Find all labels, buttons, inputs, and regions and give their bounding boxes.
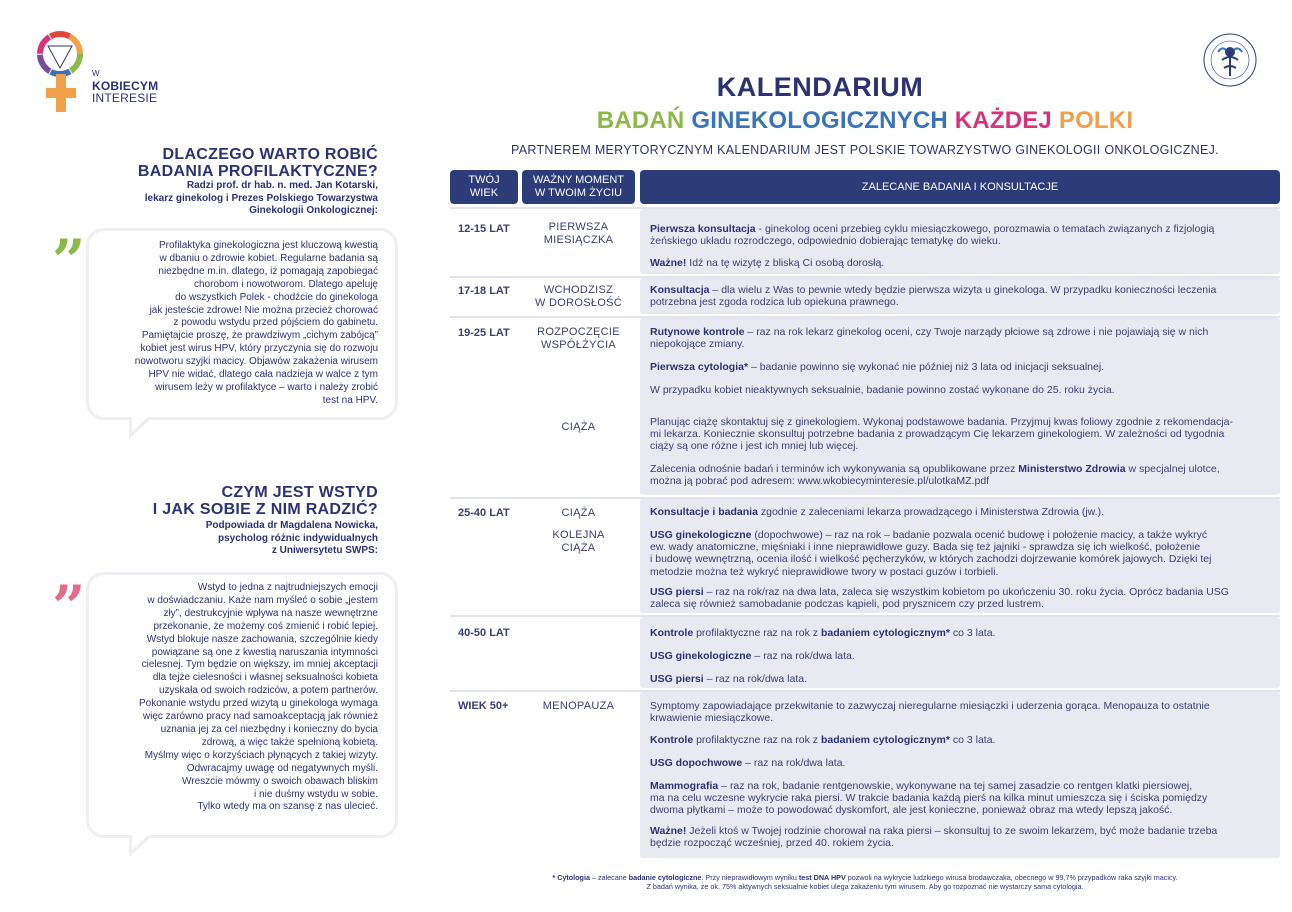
quote-line: powiązane są one z kwestią naruszania intymności [151,646,378,658]
moment-cell [522,529,635,555]
recommendation-paragraph [650,780,1275,817]
para-text: profilaktyczne raz na rok z [693,734,821,746]
para-text: co 3 lata. [949,627,996,639]
para-bold: USG piersi [650,586,704,598]
age-cell: WIEK 50+ [458,700,509,712]
quote-line: Wstyd blokuje nasze zachowania, szczególnie kiedy [146,633,378,645]
para-text: Zalecenia odnośnie badań i terminów ich wykonywania są opublikowane przez [650,463,1019,475]
q2-title [153,484,378,518]
column-header-moment [522,170,635,204]
para-bold: Kontrole [650,627,694,639]
quote-line: zły”, destrukcyjnie wpływa na nasze wewnętrzne [163,607,378,619]
logo-line-1: W [92,69,100,78]
moment-line: MIESIĄCZKA [543,234,614,246]
quote-line: uznania jej za cel niezbędny i konieczny do bycia [160,723,378,735]
page-subtitle [560,107,1170,135]
q1-author-line-3: Ginekologii Onkologicznej: [249,205,378,216]
footnote-bold: badanie cytologiczne [628,873,702,882]
partner-line: PARTNEREM MERYTORYCZNYM KALENDARIUM JEST POLSKIE TOWARZYSTWO GINEKOLOGII ONKOLOGICZNEJ. [511,143,1219,157]
para-bold: badaniem cytologicznym* [820,627,950,639]
para-text: (dopochwowe) – raz na rok – badanie pozwala ocenić budowę i położenie macicy, a także wykryć [751,529,1208,541]
recommendation-paragraph [650,757,1275,769]
moment-cell [522,284,635,310]
q1-title [138,146,378,180]
para-bold: Kontrole [650,734,694,746]
para-bold: USG dopochwowe [650,757,743,769]
para-text: – raz na rok/raz na dwa lata, zaleca się wszystkim kobietom po ukończeniu 30. roku życia. Oprócz badania USG [703,586,1229,598]
quote-line: uzyskała od swoich rodziców, a potem partnerów. [159,685,378,697]
moment-line: W DOROSŁOŚĆ [534,297,623,309]
age-cell: 12-15 LAT [458,223,510,235]
quote-line: test na HPV. [322,394,378,406]
para-text: potrzebna jest zgoda rodzica lub opiekuna prawnego. [650,296,899,309]
para-bold: Konsultacja [650,284,710,296]
para-text: – dla wielu z Was to pewnie wtedy będzie pierwsza wizyta u ginekologa. W przypadku konieczności leczenia [709,284,1217,296]
recommendation-paragraph [650,650,1275,662]
quote-line: cielesnej. Tym będzie on większy, im mniej akceptacji [141,659,378,671]
para-bold: Ministerstwo Zdrowia [1018,463,1126,475]
q2-author-line-1: Podpowiada dr Magdalena Nowicka, [205,520,378,531]
para-text: Planując ciążę skontaktuj się z ginekologiem. Wykonaj podstawowe badania. Przyjmuj kwas foliowy zgodnie z rekomendacja- [650,416,1233,428]
moment-line: WCHODZISZ [543,284,614,296]
q1-author-line-2: lekarz ginekolog i Prezes Polskiego Towarzystwa [144,192,378,204]
col-age-line-1: TWÓJ [468,174,500,186]
quote-line: w dbaniu o zdrowie kobiet. Regularne badania są [159,252,378,264]
subtitle-word-polki: POLKI [1058,107,1134,134]
quote-line: przekonanie, że możemy coś zmienić i robić lepiej. [153,620,378,632]
para-text: Symptomy zapowiadające przekwitanie to zazwyczaj nieregularne miesiączki i uderzenia gorąca. Menopauza to ostatnie [650,700,1210,712]
footnote-text: pozwoli na wykrycie ludzkiego wirusa brodawczaka, obecnego w 99,7% przypadków raka szyjki macicy. [845,873,1178,882]
footnote-line-2: Z badań wynika, że ok. 75% aktywnych seksualnie kobiet ulega zakażeniu tym wirusem. Aby go rozpoznać nie wystarczy sama cytologia. [646,882,1084,891]
para-text: mi lekarza. Koniecznie skonsultuj potrzebne badania z prowadzącym Cię lekarzem ginekologiem. W zależności od tygodnia [650,428,1225,441]
column-header-age [450,170,518,204]
recommendation-paragraph [650,673,1275,685]
para-text: metodzie można też wykryć nieprawidłowe twory w postaci guzów i torbieli. [650,565,999,578]
quote-line: jak jesteście zdrowe! Nie można przecież chorować [149,304,378,316]
q2-author [206,520,378,558]
moment-cell: CIĄŻA [561,421,596,433]
age-cell: 25-40 LAT [458,507,510,519]
quote-line: niezbędne m.in. dlatego, iż pomagają zapobiegać [158,265,378,277]
recommendation-paragraph [650,463,1275,487]
logo-line-2: KOBIECYM [92,79,159,93]
recommendation-paragraph [650,627,1275,639]
q2-author-line-2: psycholog różnic indywidualnych [217,532,378,544]
q2-quote-icon: ” [52,573,86,641]
footnote-bold: * Cytologia [552,873,590,882]
para-bold: badaniem cytologicznym* [820,734,950,746]
para-text: – raz na rok/dwa lata. [742,757,846,769]
para-text: krwawienie miesiączkowe. [650,712,774,725]
q1-title-line-1: DLACZEGO WARTO ROBIĆ [162,146,378,163]
moment-line: ROZPOCZĘCIE [537,326,620,338]
para-bold: USG piersi [650,673,704,685]
quote-line: do wszystkich Polek - chodźcie do ginekologa [175,291,378,303]
para-text: ma na celu wczesne wykrycie raka piersi. W trakcie badania każdą pierś na kilka minut umieszcza się i ściska pomiędzy [650,792,1208,805]
moment-cell [522,221,635,247]
para-text: ciąży są one różne i jest ich mniej lub więcej. [650,440,859,453]
footnote-text: . Przy nieprawidłowym wyniku [701,873,799,882]
para-text: dwoma płytkami – może to powodować dyskomfort, ale jest konieczne, ponieważ obraz ma wtedy lepszą jakość. [650,804,1173,817]
quote-line: zdrową, a więc także spełnioną kobietą. [201,736,378,748]
moment-line: CIĄŻA [561,542,596,554]
para-bold: Mammografia [650,780,719,792]
recommendation-paragraph [650,529,1275,578]
moment-line: KOLEJNA [552,529,605,541]
recommendation-paragraph [650,825,1275,849]
recommendation-paragraph [650,284,1275,308]
para-text: – badanie powinno się wykonać nie później niż 3 lata od inicjacji seksualnej. [748,361,1105,373]
quote-line: Profilaktyka ginekologiczna jest kluczową kwestią [159,240,378,251]
para-text: Idź na tę wizytę z bliską Ci osobą dorosłą. [686,257,885,269]
ulotka-link[interactable]: można ją pobrać pod adresem: www.wkobiecyminteresie.pl/ulotkaMZ.pdf [650,475,990,488]
quote-line: Odwracajmy uwagę od negatywnych myśli. [186,762,378,774]
para-text: – raz na rok/dwa lata. [751,650,855,662]
para-bold: Konsultacje i badania [650,506,758,518]
recommendation-paragraph [650,361,1275,373]
ptgo-seal-logo [1202,32,1258,88]
footnote-bold: test DNA HPV [798,873,846,882]
subtitle-word-badan: BADAŃ [596,107,685,134]
recommendation-paragraph [650,416,1275,453]
para-text: będzie rozpocząć wcześniej, przed 40. rokiem życia. [650,837,894,850]
para-text: niepokojące zmiany. [650,338,745,351]
quote-line: nowotworu szyjki macicy. Objawów zakażenia wirusem [134,356,378,368]
subtitle-word-ginekologicznych: GINEKOLOGICZNYCH [691,107,948,134]
para-text: ew. wady anatomiczne, mięśniaki i inne nieprawidłowe guzy. Bada się też jajniki - sprawdza się ich wielkość, położenie [650,541,1201,554]
logo-wordmark [92,68,158,104]
recommendation-paragraph [650,223,1275,247]
age-cell: 19-25 LAT [458,327,510,339]
recommendation-paragraph: W przypadku kobiet nieaktywnych seksualnie, badanie powinno zostać wykonane do 25. roku życia. [650,384,1115,396]
quote-line: Pamiętajcie proszę, że prawdziwym „cichym zabójcą” [141,330,378,342]
quote-line: w doświadczaniu. Każe nam myśleć o sobie „jestem [147,594,378,606]
quote-line: i nie duśmy wstydu w sobie. [254,788,378,800]
footnote-text: – zalecane [589,873,629,882]
q2-title-line-2: I JAK SOBIE Z NIM RADZIĆ? [152,501,378,518]
q1-quote-text [135,240,378,408]
para-text: zaleca się również samobadanie podczas kąpieli, pod prysznicem czy przed lustrem. [650,598,1044,611]
moment-cell [522,326,635,352]
column-header-recommendations: ZALECANE BADANIA I KONSULTACJE [640,170,1280,204]
para-text: i budowę wewnętrzną, ocenia ilość i wielkość pęcherzyków, w których zachodzi dojrzewanie komórek jajowych. Dzięki tej [650,553,1212,566]
quote-line: Wreszcie mówmy o swoich obawach bliskim [182,775,378,787]
quote-line: wirusem leży w profilaktyce – warto i należy zrobić [155,381,378,393]
recommendation-paragraph [650,257,1275,269]
col-moment-line-1: WAŻNY MOMENT [532,174,625,186]
q2-quote-text [139,582,378,814]
para-text: co 3 lata. [949,734,996,746]
quote-line: Tylko wtedy ma on szansę z nas ulecieć. [197,801,378,813]
col-age-line-2: WIEK [469,187,499,199]
moment-cell: CIĄŻA [561,507,596,519]
para-bold: Rutynowe kontrole [650,326,745,338]
quote-line: Pokonanie wstydu przed wizytą u ginekologa wymaga [138,698,378,710]
q1-title-line-2: BADANIA PROFILAKTYCZNE? [137,163,378,180]
col-moment-line-2: W TWOIM ŻYCIU [534,187,623,199]
subtitle-word-kazdej: KAŻDEJ [954,107,1052,134]
para-bold: Pierwsza konsultacja [650,223,756,235]
recommendation-paragraph [650,734,1275,746]
para-text: Jeżeli ktoś w Twojej rodzinie chorował na raka piersi – skonsultuj to ze swoim lekarzem, być może badanie trzeba [686,825,1218,837]
age-cell: 40-50 LAT [458,627,510,639]
q1-author-line-1: Radzi prof. dr hab. n. med. Jan Kotarski, [186,180,378,191]
moment-line: WSPÓŁŻYCIA [540,339,617,351]
para-bold: Ważne! [650,825,687,837]
para-bold: Pierwsza cytologia* [650,361,749,373]
q2-title-line-1: CZYM JEST WSTYD [221,484,378,501]
para-text: żeńskiego układu rozrodczego, odpowiednio dobierając tematykę do wieku. [650,235,1001,248]
footnote [450,873,1280,891]
quote-line: więc zarówno pracy nad samoakceptacją jak również [142,711,378,723]
quote-line: Myślmy więc o korzyściach płynących z takiej wizyty. [144,749,378,761]
recommendation-paragraph [650,506,1275,518]
logo-line-3: INTERESIE [92,91,158,105]
para-text: w specjalnej ulotce, [1125,463,1220,475]
moment-line: PIERWSZA [548,221,609,233]
para-text: – raz na rok lekarz ginekolog oceni, czy Twoje narządy płciowe są zdrowe i nie pojawiają się w nich [744,326,1209,338]
quote-line: HPV nie widać, dlatego cała nadzieja w walce z tym [148,369,378,381]
para-text: profilaktyczne raz na rok z [693,627,821,639]
para-bold: USG ginekologiczne [650,650,752,662]
quote-line: dla tejże cielesności i własnej seksualności kobieta [152,672,378,684]
q1-author [145,180,378,218]
quote-line: chorobom i nowotworom. Dlatego apeluję [194,278,378,290]
recommendation-paragraph [650,586,1275,610]
para-text: zgodnie z zaleceniami lekarza prowadzącego i Ministerstwa Zdrowia (jw.). [757,506,1105,518]
para-text: – raz na rok/dwa lata. [703,673,807,685]
age-cell: 17-18 LAT [458,285,510,297]
recommendation-paragraph [650,700,1275,724]
recommendation-paragraph [650,326,1275,350]
q1-quote-icon: ” [52,227,86,295]
para-bold: Ważne! [650,257,687,269]
quote-line: z powodu wstydu przed pójściem do gabinetu. [173,317,378,329]
para-text: – raz na rok, badanie rentgenowskie, wykonywane na tej samej zasadzie co rentgen klatki piersiowej, [718,780,1193,792]
para-bold: USG ginekologiczne [650,529,752,541]
quote-line: kobiet jest wirus HPV, który przyczynia się do rozwoju [140,343,378,355]
para-text: - ginekolog oceni przebieg cyklu miesiączkowego, porozmawia o tematach związanych z fizjologią [755,223,1215,235]
page-title: KALENDARIUM [716,72,924,102]
quote-line: Wstyd to jedna z najtrudniejszych emocji [197,582,378,593]
moment-cell: MENOPAUZA [542,700,615,712]
q2-author-line-3: z Uniwersytetu SWPS: [271,545,378,556]
